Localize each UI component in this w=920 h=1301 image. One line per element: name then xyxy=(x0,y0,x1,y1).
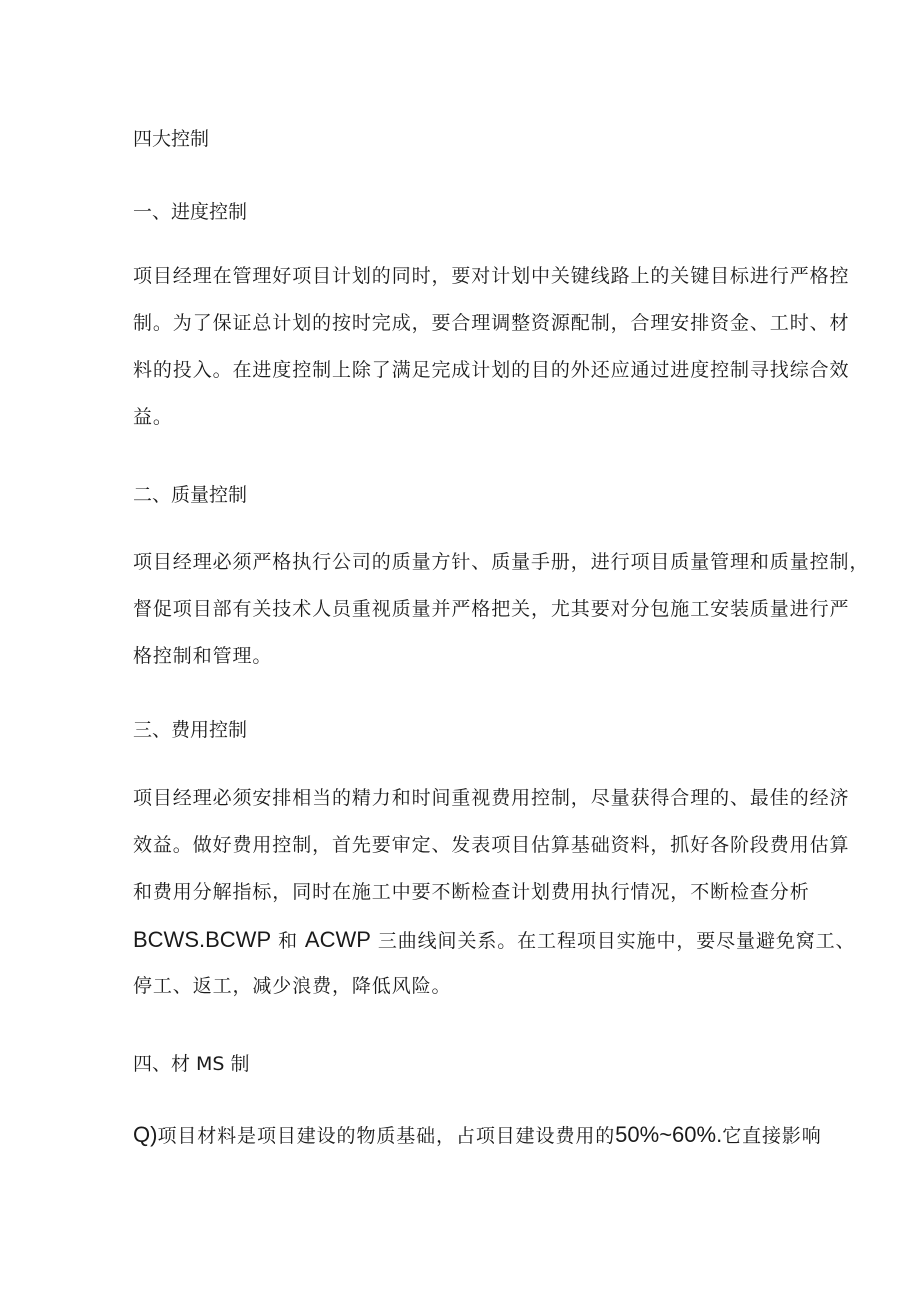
paragraph-line: 料的投入。在进度控制上除了满足完成计划的目的外还应通过进度控制寻找综合效 xyxy=(133,359,850,381)
section-body-progress xyxy=(133,253,850,441)
paragraph-line: 项目经理在管理好项目计划的同时，要对计划中关键线路上的关键目标进行严格控 xyxy=(133,265,850,287)
section-body-material xyxy=(133,1111,822,1158)
spacer-text xyxy=(371,930,378,952)
paragraph-line: 和费用分解指标，同时在施工中要不断检查计划费用执行情况，不断检查分析 xyxy=(133,881,810,903)
paragraph-text: 它直接影响 xyxy=(722,1125,822,1147)
percentage-range: 50%~60%. xyxy=(615,1122,723,1147)
paragraph-text: 项目材料是项目建设的物质基础，占项目建设费用的 xyxy=(157,1125,616,1147)
paragraph-line: 制。为了保证总计划的按时完成，要合理调整资源配制，合理安排资金、工时、材 xyxy=(133,312,850,334)
paragraph-line: 督促项目部有关技术人员重视质量并严格把关，尤其要对分包施工安装质量进行严 xyxy=(133,598,850,620)
section-body-cost xyxy=(133,775,856,1010)
paragraph-line-mixed xyxy=(133,1111,822,1158)
paragraph-line: 项目经理必须安排相当的精力和时间重视费用控制，尽量获得合理的、最佳的经济 xyxy=(133,787,850,809)
section-body-quality xyxy=(133,539,870,680)
section-heading-progress: 一、进度控制 xyxy=(133,201,248,223)
paragraph-line: 项目经理必须严格执行公司的质量方针、质量手册，进行项目质量管理和质量控制， xyxy=(133,551,870,573)
paragraph-line: 停工、返工，减少浪费，降低风险。 xyxy=(133,975,452,997)
section-heading-cost: 三、费用控制 xyxy=(133,719,248,741)
conjunction-text: 和 xyxy=(271,930,305,952)
paragraph-line: 效益。做好费用控制，首先要审定、发表项目估算基础资料，抓好各阶段费用估算 xyxy=(133,834,850,856)
page-title: 四大控制 xyxy=(133,128,210,150)
paragraph-text: 三曲线间关系。在工程项目实施中，要尽量避免窝工、 xyxy=(377,930,856,952)
paragraph-line: 格控制和管理。 xyxy=(133,645,273,667)
metric-bcws-bcwp: BCWS.BCWP xyxy=(133,927,272,952)
section-heading-material: 四、材 MS 制 xyxy=(133,1053,250,1075)
metric-acwp: ACWP xyxy=(304,927,371,952)
paragraph-line: 益。 xyxy=(133,406,173,428)
section-heading-quality: 二、质量控制 xyxy=(133,484,248,506)
list-marker: Q) xyxy=(133,1122,158,1147)
paragraph-line-mixed xyxy=(133,916,856,963)
